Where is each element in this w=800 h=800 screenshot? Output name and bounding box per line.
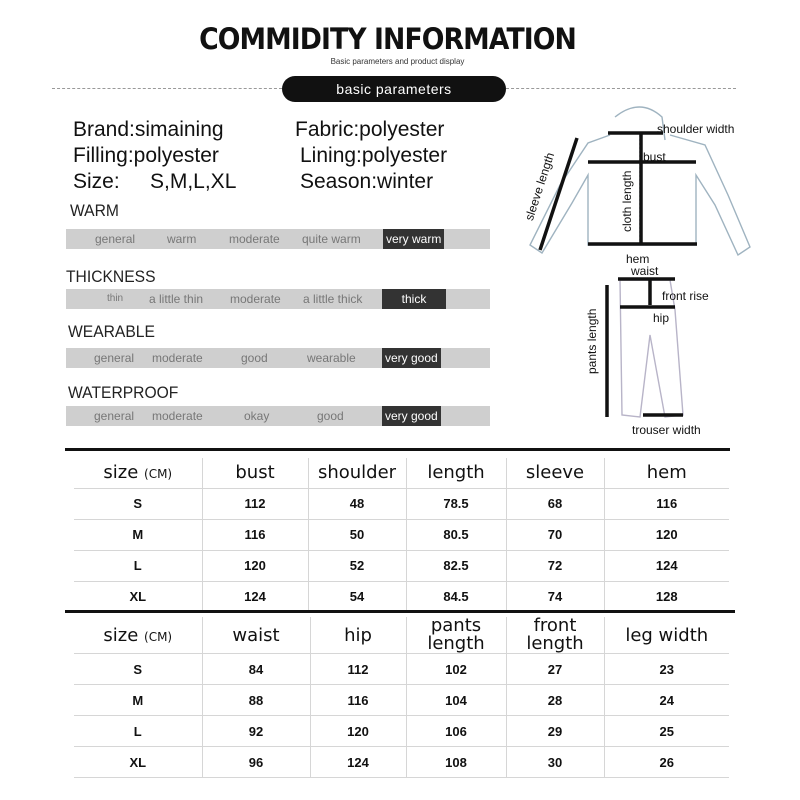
rating-option-selected: very good — [382, 348, 441, 368]
table-row: XL 96 124 108 30 26 — [74, 747, 729, 778]
table-divider — [65, 610, 735, 613]
rating-option: warm — [167, 232, 197, 246]
rating-option: a little thick — [303, 292, 363, 306]
table-header: front length — [506, 617, 604, 654]
table-row: M 88 116 104 28 24 — [74, 685, 729, 716]
label-trouser-width: trouser width — [632, 423, 701, 437]
page-title: COMMIDITY INFORMATION — [199, 22, 576, 56]
jacket-size-table — [74, 458, 729, 612]
rating-option: wearable — [307, 351, 356, 365]
label-waist: waist — [631, 264, 659, 278]
table-row: L 92 120 106 29 25 — [74, 716, 729, 747]
label-cloth-length: cloth length — [620, 170, 634, 232]
table-row: S 112 48 78.5 68 116 — [74, 488, 729, 519]
label-front-rise: front rise — [662, 289, 709, 303]
table-divider — [65, 448, 730, 451]
table-row: L 120 52 82.5 72 124 — [74, 550, 729, 581]
table-header: leg width — [604, 617, 729, 654]
rating-option-selected: very good — [382, 406, 441, 426]
table-row: S 84 112 102 27 23 — [74, 654, 729, 685]
label-pants-length: pants length — [585, 308, 599, 374]
divider-right — [506, 88, 736, 89]
rating-option: quite warm — [302, 232, 361, 246]
rating-option: moderate — [230, 292, 281, 306]
label-bust: bust — [643, 150, 666, 164]
rating-option: moderate — [229, 232, 280, 246]
spec-lining: Lining:polyester — [300, 144, 448, 167]
label-hip: hip — [653, 311, 670, 325]
rating-option: general — [94, 351, 135, 365]
table-header: bust — [202, 458, 308, 488]
table-header: shoulder — [308, 458, 406, 488]
spec-season: Season:winter — [300, 170, 434, 193]
measure-lines — [540, 133, 697, 417]
rating-bar-waterproof — [66, 406, 490, 426]
rating-bar-thickness — [66, 289, 490, 309]
rating-option-selected: thick — [382, 289, 446, 309]
pants-size-table — [74, 617, 729, 778]
rating-title-warm: WARM — [70, 201, 119, 220]
spec-size-value: S,M,L,XL — [150, 170, 237, 193]
rating-option: moderate — [152, 351, 203, 365]
rating-option: a little thin — [149, 292, 204, 306]
table-header: hem — [604, 458, 729, 488]
section-pill: basic parameters — [282, 76, 506, 102]
page-subtitle: Basic parameters and product display — [330, 57, 465, 66]
rating-option: moderate — [152, 409, 203, 423]
rating-option: thin — [107, 293, 124, 304]
table-header: waist — [202, 617, 310, 654]
spec-brand: Brand:simaining — [73, 118, 224, 141]
label-sleeve-length: sleeve length — [522, 150, 558, 223]
table-header: pants length — [406, 617, 506, 654]
table-header: sleeve — [506, 458, 604, 488]
rating-option: general — [94, 409, 135, 423]
rating-option: general — [95, 232, 136, 246]
rating-title-thickness: THICKNESS — [66, 267, 156, 286]
spec-fabric: Fabric:polyester — [295, 118, 445, 141]
rating-title-waterproof: WATERPROOF — [68, 383, 179, 402]
table-header: size (CM) — [74, 617, 202, 654]
divider-left — [52, 88, 282, 89]
spec-size-label: Size: — [73, 170, 120, 193]
rating-option: good — [241, 351, 268, 365]
table-header: hip — [310, 617, 406, 654]
table-row: XL 124 54 84.5 74 128 — [74, 581, 729, 611]
rating-bar-wearable — [66, 348, 490, 368]
rating-option-selected: very warm — [383, 229, 444, 249]
rating-title-wearable: WEARABLE — [68, 322, 155, 341]
rating-option: good — [317, 409, 344, 423]
rating-bar-warm — [66, 229, 490, 249]
table-header: length — [406, 458, 506, 488]
spec-filling: Filling:polyester — [73, 144, 219, 167]
table-row: M 116 50 80.5 70 120 — [74, 519, 729, 550]
table-header: size (CM) — [74, 458, 202, 488]
label-hem: hem — [626, 252, 650, 266]
rating-option: okay — [244, 409, 270, 423]
label-shoulder-width: shoulder width — [657, 122, 735, 136]
